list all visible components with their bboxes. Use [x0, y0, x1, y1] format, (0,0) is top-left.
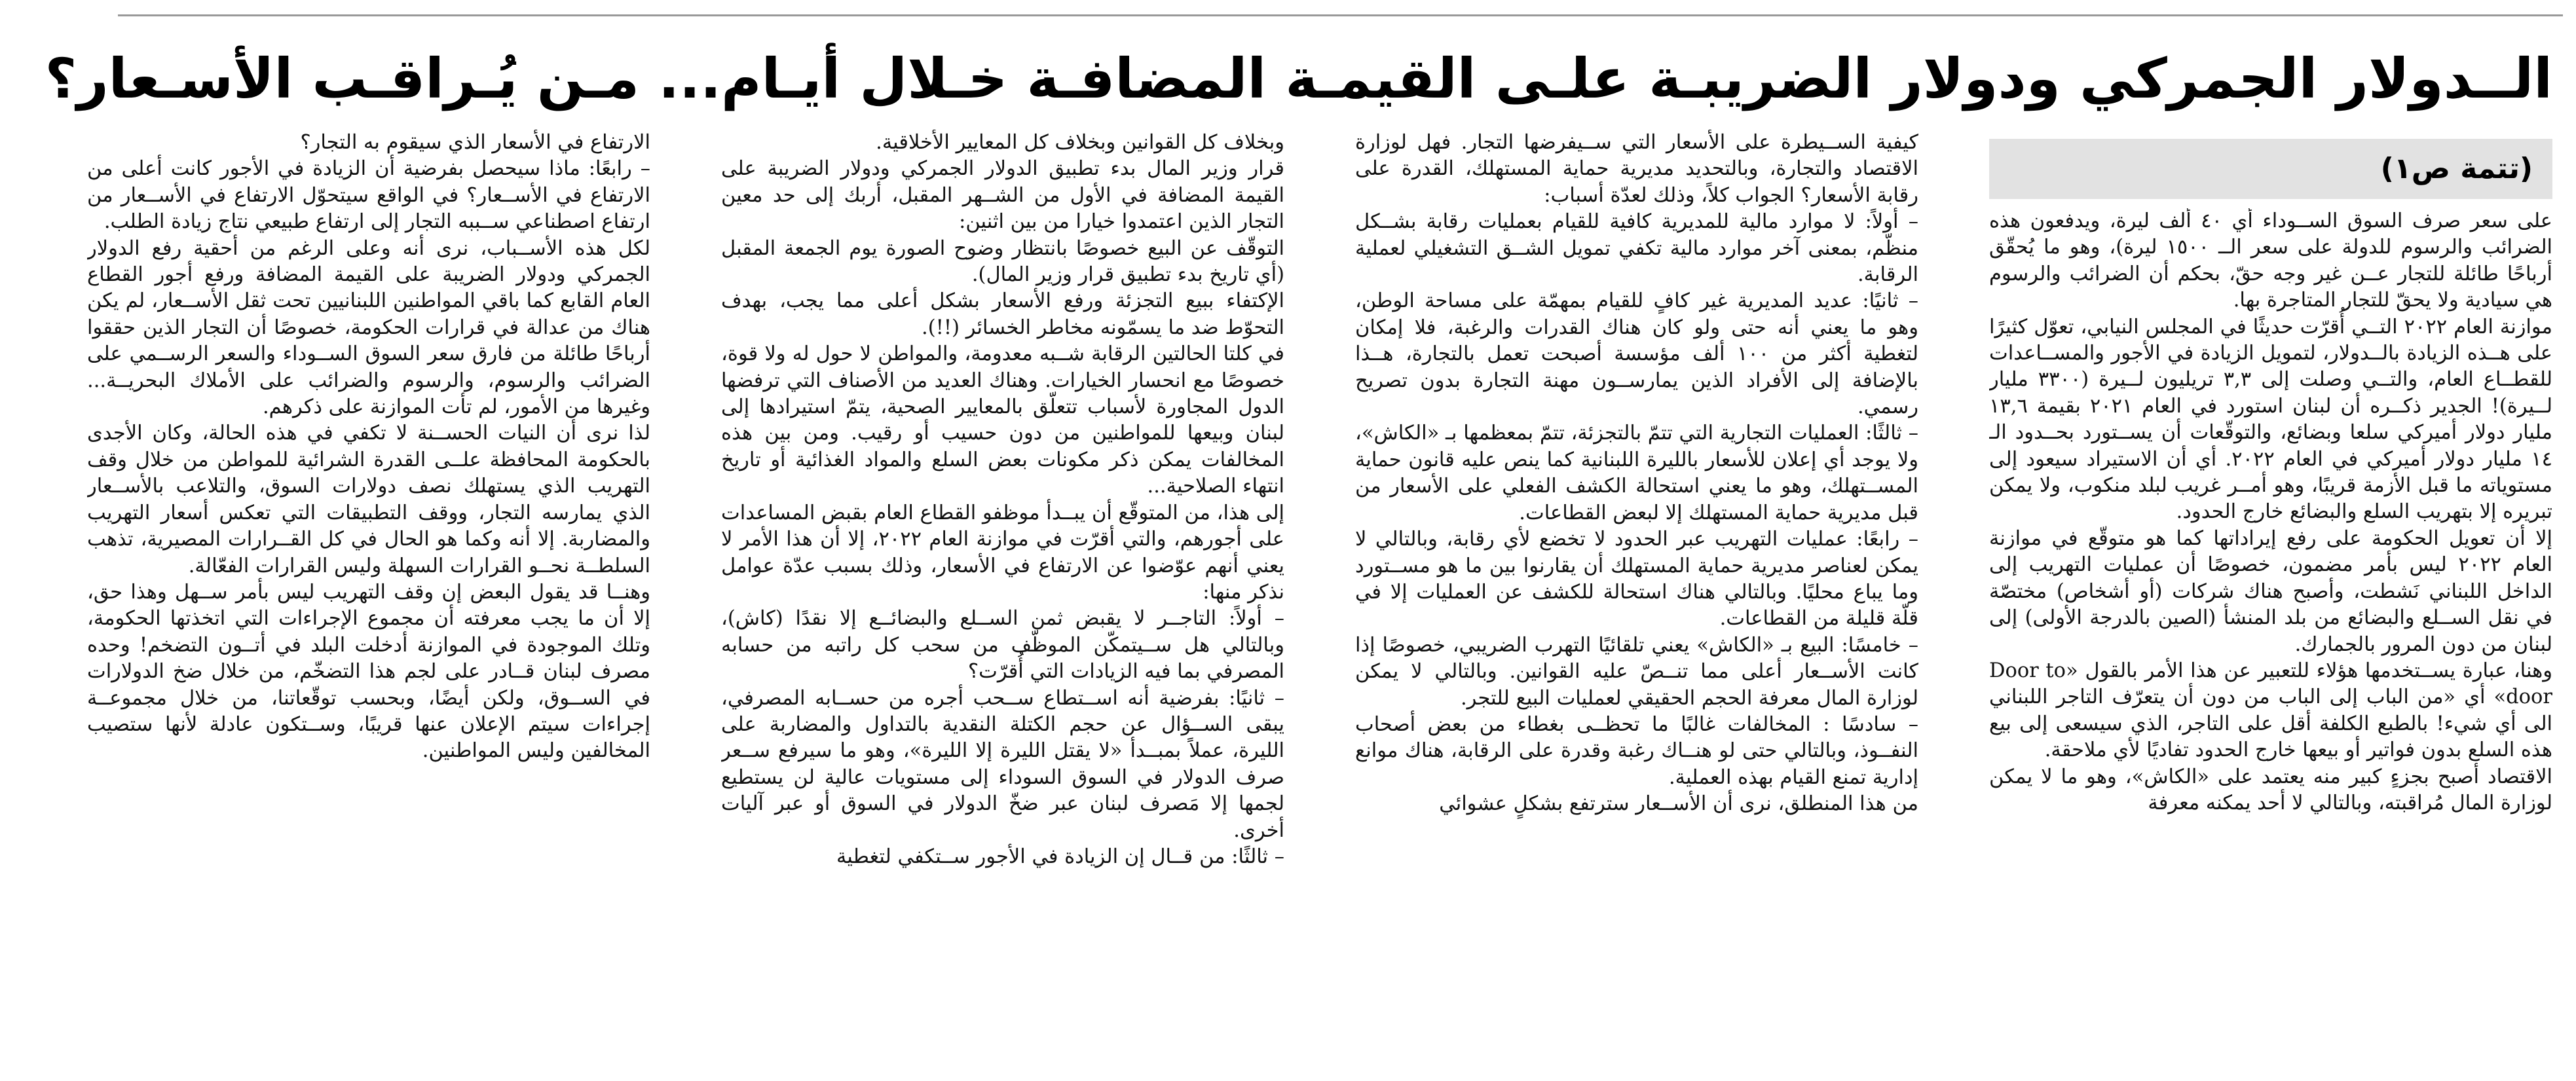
paragraph: التوقّف عن البيع خصوصًا بانتظار وضوح الصورة يوم الجمعة المقبل (أي تاريخ بدء تطبيق قرار وزير المال).	[721, 236, 1284, 287]
article-column-1	[1989, 208, 2552, 1072]
article-headline: الــدولار الجمركي ودولار الضريبـة علـى القيمـة المضافـة خـلال أيـام... مـن يُـراقـب الأسـعار؟	[45, 46, 2552, 111]
paragraph: – ثانيًا: عديد المديرية غير كافٍ للقيام بمهمّة على مساحة الوطن، وهو ما يعني أنه حتى ولو كان هناك القدرات والرغبة، فلا إمكان لتغطية أكثر من ١٠٠ ألف مؤسسة أصبحت تعمل بالتجارة، هــذا بالإضافة إلى الأفراد الذين يمارســون مهنة التجارة بدون تصريح رسمي.	[1355, 289, 1918, 419]
paragraph: – أولاً: التاجــر لا يقبض ثمن الســلع والبضائــع إلا نقدًا (كاش)، وبالتالي هل ســيتمكّن الموظّف من سحب كل راتبه من حسابه المصرفي بما فيه الزيادات التي أُقرّت؟	[721, 607, 1284, 684]
article-column-2	[1355, 130, 1918, 1072]
paragraph: وبخلاف كل القوانين وبخلاف كل المعايير الأخلاقية.	[876, 131, 1284, 154]
top-divider	[118, 14, 2563, 16]
paragraph: – رابعًا: عمليات التهريب عبر الحدود لا تخضع لأي رقابة، وبالتالي لا يمكن لعناصر مديرية حماية المستهلك أن يقارنوا بين ما هو مســتورد وما يباع محليًا. وبالتالي هناك استحالة للكشف عن العمليات إلا في قلّة قليلة من القطاعات.	[1355, 528, 1918, 631]
paragraph: قرار وزير المال بدء تطبيق الدولار الجمركي ودولار الضريبة على القيمة المضافة في الأول من الشــهر المقبل، أربك إلى حد معين التجار الذين اعتمدوا خيارا من بين اثنين:	[721, 157, 1284, 234]
paragraph: – ثالثًا: من قــال إن الزيادة في الأجور ســتكفي لتغطية	[836, 845, 1284, 868]
paragraph: – ثالثًا: العمليات التجارية التي تتمّ بالتجزئة، تتمّ بمعظمها بـ «الكاش»، ولا يوجد أي إعلان للأسعار بالليرة اللبنانية كما ينص عليه قانون حماية المســتهلك، وهو ما يعني استحالة الكشف الفعلي على الأسعار من قبل مديرية حماية المستهلك إلا لبعض القطاعات.	[1355, 422, 1918, 524]
paragraph: – خامسًا: البيع بـ «الكاش» يعني تلقائيًا التهرب الضريبي، خصوصًا إذا كانت الأســعار أعلى مما تنــصّ عليه القوانين. وبالتالي لا يمكن لوزارة المال معرفة الحجم الحقيقي لعمليات البيع للتجر.	[1355, 633, 1918, 710]
paragraph: لذا نرى أن النيات الحســنة لا تكفي في هذه الحالة، وكان الأجدى بالحكومة المحافظة علــى القدرة الشرائية للمواطن من خلال وقف التهريب الذي يستهلك نصف دولارات السوق، والتلاعب بالأســعار الذي يمارسه التجار، ووقف التطبيقات التي تعكس أسعار التهريب والمضاربة. إلا أنه وكما هو الحال في كل القــرارات المصيرية، تذهب السلطــة نحــو القرارات السهلة وليس القرارات الفعّالة.	[87, 422, 650, 577]
article-column-3	[721, 130, 1284, 1072]
paragraph: الإكتفاء ببيع التجزئة ورفع الأسعار بشكل أعلى مما يجب، بهدف التحوّط ضد ما يسمّونه مخاطر الخسائر (!!).	[721, 289, 1284, 339]
paragraph: في كلتا الحالتين الرقابة شــبه معدومة، والمواطن لا حول له ولا قوة، خصوصًا مع انحسار الخيارات. وهناك العديد من الأصناف التي ترفضها الدول المجاورة لأسباب تتعلّق بالمعايير الصحية، يتمّ استيرادها إلى لبنان وبيعها للمواطنين من دون حسيب أو رقيب. ومن بين هذه المخالفات يمكن ذكر مكونات بعض السلع والمواد الغذائية أو تاريخ انتهاء الصلاحية...	[721, 342, 1284, 498]
paragraph: إلا أن تعويل الحكومة على رفع إيراداتها كما هو متوقّع في موازنة العام ٢٠٢٢ ليس بأمر مضمون، خصوصًا أن عمليات التهريب إلى الداخل اللبناني نَشطت، وأصبح هناك شركات (أو أشخاص) مختصّة في نقل الســلع والبضائع من بلد المنشأ (الصين بالدرجة الأولى) إلى لبنان من دون المرور بالجمارك.	[1989, 526, 2552, 656]
paragraph: الاقتصاد أصبح بجزءٍ كبير منه يعتمد على «الكاش»، وهو ما لا يمكن لوزارة المال مُراقبته، وبالتالي لا أحد يمكنه معرفة	[1989, 765, 2552, 815]
article-column-4	[87, 130, 650, 1072]
paragraph: الارتفاع في الأسعار الذي سيقوم به التجار؟	[300, 131, 650, 154]
paragraph: وهنــا قد يقول البعض إن وقف التهريب ليس بأمر ســهل وهذا حق، إلا أن ما يجب معرفته أن مجموع الإجراءات التي اتخذتها الحكومة، وتلك الموجودة في الموازنة أدخلت البلد في أتــون التضخم! وحده مصرف لبنان قــادر على لجم هذا التضخّم، من خلال ضخ الدولارات في الســوق، ولكن أيضًا، وبحسب توقّعاتنا، من خلال مجموعــة إجراءات سيتم الإعلان عنها قريبًا، وســتكون عادلة لأنها ستصيب المخالفين وليس المواطنين.	[87, 580, 650, 763]
paragraph: وهنا، عبارة يســتخدمها هؤلاء للتعبير عن هذا الأمر بالقول «Door to door» أي «من الباب إلى الباب من دون أن يتعرّف التاجر اللبناني الى أي شيء! بالطبع الكلفة أقل على التاجر، الذي سيسعى إلى بيع هذه السلع بدون فواتير أو بيعها خارج الحدود تفاديًا لأي ملاحقة.	[1989, 659, 2552, 762]
paragraph: من هذا المنطلق، نرى أن الأســعار سترتفع بشكلٍ عشوائي	[1439, 792, 1918, 816]
paragraph: – سادسًا : المخالفات غالبًا ما تحظــى بغطاء من بعض أصحاب النفــوذ، وبالتالي حتى لو هنــاك رغبة وقدرة على الرقابة، هناك موانع إدارية تمنع القيام بهذه العملية.	[1355, 712, 1918, 789]
paragraph: لكل هذه الأســباب، نرى أنه وعلى الرغم من أحقية رفع الدولار الجمركي ودولار الضريبة على القيمة المضافة ورفع أجور القطاع العام القابع كما باقي المواطنين اللبنانيين تحت ثقل الأســعار، لم يكن هناك من عدالة في قرارات الحكومة، خصوصًا أن التجار الذين حققوا أرباحًا طائلة من فارق سعر السوق الســوداء والسعر الرســمي على الضرائب والرسوم، والرسوم والضرائب على الأملاك البحريــة... وغيرها من الأمور، لم تأت الموازنة على ذكرهم.	[87, 236, 650, 419]
paragraph: إلى هذا، من المتوقّع أن يبــدأ موظفو القطاع العام بقبض المساعدات على أجورهم، والتي أقرّت في موازنة العام ٢٠٢٢، إلا أن هذا الأمر لا يعني أنهم عوّضوا عن الارتفاع في الأسعار، وذلك بسبب عدّة عوامل نذكر منها:	[721, 501, 1284, 604]
continuation-label: (تتمة ص١)	[1989, 139, 2552, 199]
paragraph: – ثانيًا: بفرضية أنه اســتطاع ســحب أجره من حســابه المصرفي، يبقى الســؤال عن حجم الكتلة النقدية بالتداول والمضاربة على الليرة، عملاً بمبــدأ «لا يقتل الليرة إلا الليرة»، وهو ما سيرفع ســعر صرف الدولار في السوق السوداء إلى مستويات عالية لن يستطيع لجمها إلا مَصرف لبنان عبر ضخّ الدولار في السوق أو عبر آليات أخرى.	[721, 686, 1284, 842]
paragraph: موازنة العام ٢٠٢٢ التــي أُقرّت حديثًا في المجلس النيابي، تعوّل كثيرًا على هــذه الزيادة بالــدولار، لتمويل الزيادة في الأجور والمســاعدات للقطــاع العام، والتــي وصلت إلى ٣,٣ تريليون لــيرة (٣٣٠٠ مليار لــيرة)! الجدير ذكــره أن لبنان استورد في العام ٢٠٢١ بقيمة ١٣,٦ مليار دولار أميركي سلعا وبضائع، والتوقّعات أن يســتورد بحــدود الـ ١٤ مليار دولار أميركي في العام ٢٠٢٢. أي أن الاستيراد سيعود إلى مستوياته ما قبل الأزمة قريبًا، وهو أمــر غريب لبلد منكوب، ولا يمكن تبريره إلا بتهريب السلع والبضائع خارج الحدود.	[1989, 315, 2552, 524]
paragraph: على سعر صرف السوق الســوداء أي ٤٠ ألف ليرة، ويدفعون هذه الضرائب والرسوم للدولة على سعر الــ ١٥٠٠ ليرة)، وهو ما يُحقّق أرباحًا طائلة للتجار عــن غير وجه حقّ، بحكم أن الضرائب والرسوم هي سيادية ولا يحقّ للتجار المتاجرة بها.	[1989, 210, 2552, 312]
paragraph: – أولاً: لا موارد مالية للمديرية كافية للقيام بعمليات رقابة بشــكل منظّم، بمعنى آخر موارد مالية تكفي تمويل الشــق التشغيلي لعملية الرقابة.	[1355, 210, 1918, 287]
paragraph: – رابعًا: ماذا سيحصل بفرضية أن الزيادة في الأجور كانت أعلى من الارتفاع في الأســعار؟ في الواقع سيتحوّل الارتفاع في الأســعار من ارتفاع اصطناعي ســببه التجار إلى ارتفاع طبيعي نتاج زيادة الطلب.	[87, 157, 650, 234]
paragraph: كيفية الســيطرة على الأسعار التي ســيفرضها التجار. فهل لوزارة الاقتصاد والتجارة، وبالتحديد مديرية حماية المستهلك، القدرة على رقابة الأسعار؟ الجواب كلاً، وذلك لعدّة أسباب:	[1355, 131, 1918, 207]
